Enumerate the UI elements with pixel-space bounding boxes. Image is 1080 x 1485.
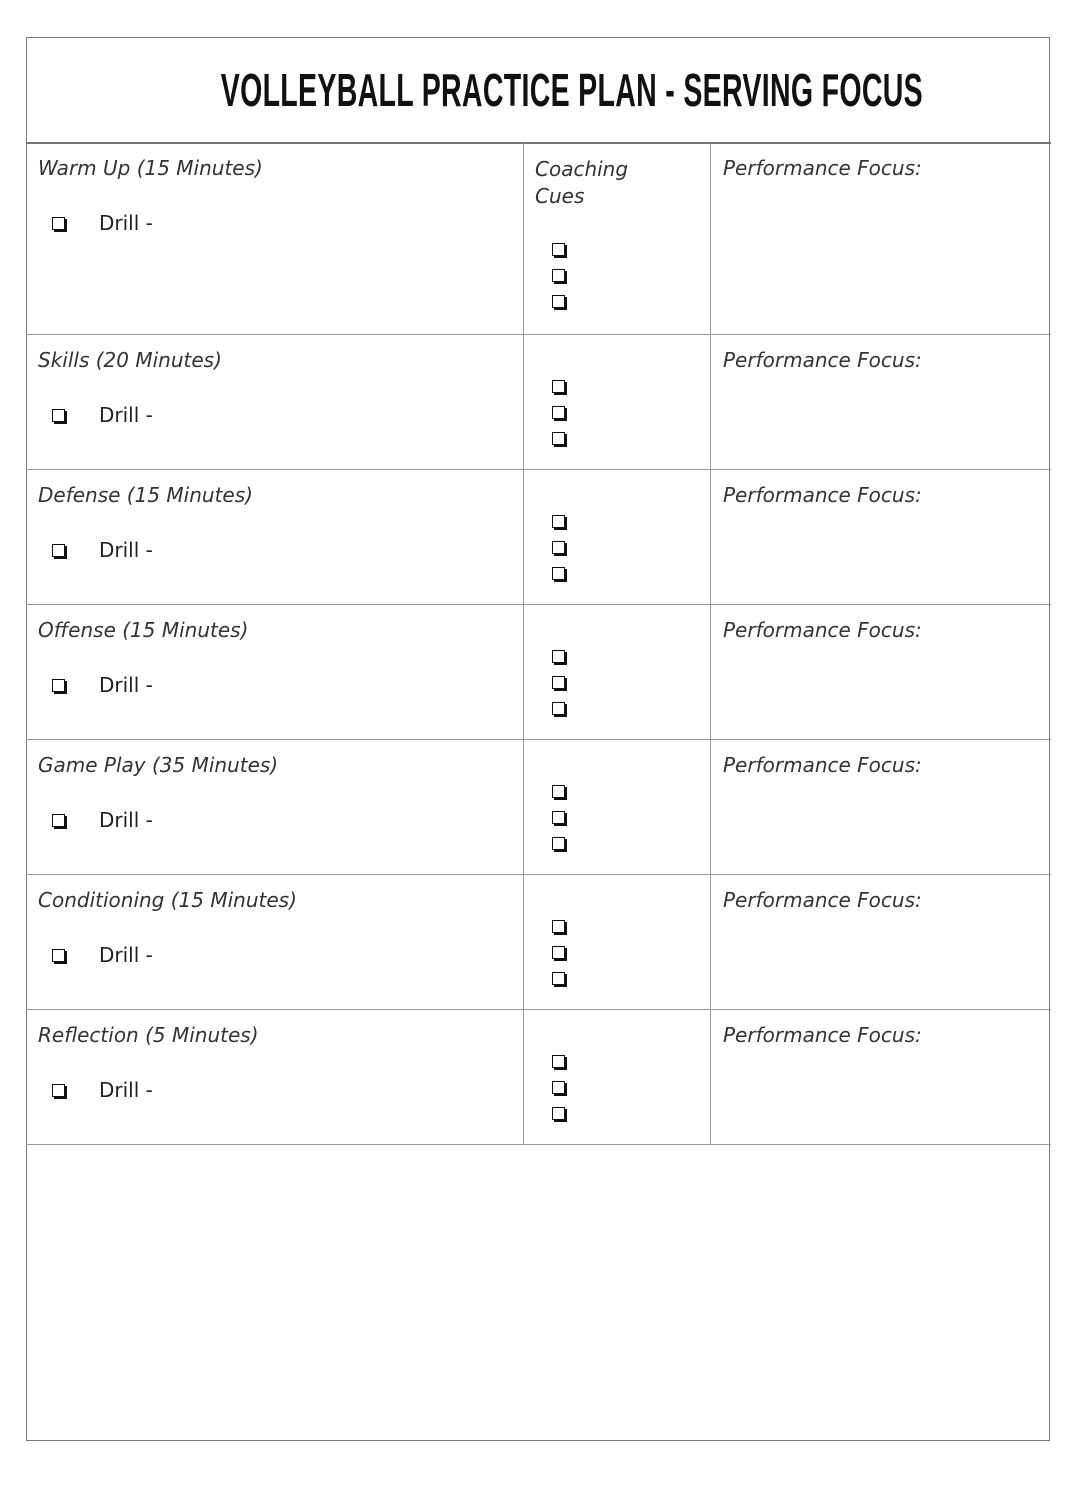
coaching-cue-checkbox[interactable] — [552, 243, 565, 256]
drill-checkbox[interactable] — [52, 217, 65, 230]
performance-focus-label: Performance Focus: — [723, 156, 922, 180]
coaching-cue-list — [552, 515, 565, 580]
drill-label: Drill - — [99, 673, 153, 697]
column-divider — [523, 1010, 524, 1144]
coaching-cue-checkbox[interactable] — [552, 702, 565, 715]
drill-item — [52, 943, 153, 967]
coaching-cues-label: Coaching Cues — [535, 157, 629, 208]
coaching-cue-checkbox[interactable] — [552, 515, 565, 528]
drill-label: Drill - — [99, 403, 153, 427]
coaching-cue-checkbox[interactable] — [552, 406, 565, 419]
column-divider — [523, 740, 524, 874]
coaching-cue-list — [552, 243, 565, 308]
coaching-cue-checkbox[interactable] — [552, 676, 565, 689]
coaching-cue-checkbox[interactable] — [552, 811, 565, 824]
drill-item — [52, 808, 153, 832]
column-divider — [710, 143, 711, 334]
coaching-cue-checkbox[interactable] — [552, 650, 565, 663]
column-divider — [523, 875, 524, 1009]
performance-focus-label: Performance Focus: — [723, 618, 922, 642]
section-row — [26, 470, 1051, 605]
column-divider — [710, 470, 711, 604]
coaching-cue-checkbox[interactable] — [552, 432, 565, 445]
section-label: Game Play (35 Minutes) — [38, 753, 279, 777]
coaching-cue-checkbox[interactable] — [552, 295, 565, 308]
section-label: Reflection (5 Minutes) — [38, 1023, 259, 1047]
column-divider — [523, 605, 524, 739]
coaching-cue-checkbox[interactable] — [552, 946, 565, 959]
coaching-cues-heading — [535, 156, 655, 210]
drill-item — [52, 211, 153, 235]
section-label: Conditioning (15 Minutes) — [38, 888, 297, 912]
performance-focus-label: Performance Focus: — [723, 753, 922, 777]
section-row — [26, 740, 1051, 875]
section-row — [26, 143, 1051, 335]
drill-checkbox[interactable] — [52, 949, 65, 962]
header — [26, 37, 1051, 144]
column-divider — [523, 143, 524, 334]
drill-label: Drill - — [99, 211, 153, 235]
section-row — [26, 1010, 1051, 1145]
section-label: Defense (15 Minutes) — [38, 483, 253, 507]
page-title: VOLLEYBALL PRACTICE PLAN - SERVING FOCUS — [220, 64, 923, 116]
drill-checkbox[interactable] — [52, 409, 65, 422]
column-divider — [710, 1010, 711, 1144]
column-divider — [710, 335, 711, 469]
coaching-cue-checkbox[interactable] — [552, 1081, 565, 1094]
coaching-cue-checkbox[interactable] — [552, 785, 565, 798]
drill-item — [52, 1078, 153, 1102]
performance-focus-label: Performance Focus: — [723, 1023, 922, 1047]
coaching-cue-checkbox[interactable] — [552, 269, 565, 282]
section-row — [26, 875, 1051, 1010]
drill-item — [52, 673, 153, 697]
coaching-cue-checkbox[interactable] — [552, 541, 565, 554]
column-divider — [710, 605, 711, 739]
drill-label: Drill - — [99, 808, 153, 832]
drill-label: Drill - — [99, 538, 153, 562]
section-label: Warm Up (15 Minutes) — [38, 156, 263, 180]
coaching-cue-list — [552, 380, 565, 445]
drill-item — [52, 538, 153, 562]
drill-checkbox[interactable] — [52, 544, 65, 557]
coaching-cue-checkbox[interactable] — [552, 837, 565, 850]
section-row — [26, 335, 1051, 470]
section-label: Offense (15 Minutes) — [38, 618, 249, 642]
column-divider — [523, 335, 524, 469]
performance-focus-label: Performance Focus: — [723, 348, 922, 372]
drill-label: Drill - — [99, 1078, 153, 1102]
drill-checkbox[interactable] — [52, 814, 65, 827]
section-row — [26, 605, 1051, 740]
performance-focus-label: Performance Focus: — [723, 483, 922, 507]
column-divider — [710, 740, 711, 874]
coaching-cue-checkbox[interactable] — [552, 567, 565, 580]
drill-label: Drill - — [99, 943, 153, 967]
coaching-cue-checkbox[interactable] — [552, 1107, 565, 1120]
coaching-cue-checkbox[interactable] — [552, 920, 565, 933]
coaching-cue-checkbox[interactable] — [552, 380, 565, 393]
coaching-cue-list — [552, 650, 565, 715]
section-label: Skills (20 Minutes) — [38, 348, 222, 372]
coaching-cue-list — [552, 1055, 565, 1120]
drill-item — [52, 403, 153, 427]
coaching-cue-list — [552, 785, 565, 850]
column-divider — [710, 875, 711, 1009]
drill-checkbox[interactable] — [52, 1084, 65, 1097]
coaching-cue-checkbox[interactable] — [552, 972, 565, 985]
column-divider — [523, 470, 524, 604]
performance-focus-label: Performance Focus: — [723, 888, 922, 912]
coaching-cue-checkbox[interactable] — [552, 1055, 565, 1068]
drill-checkbox[interactable] — [52, 679, 65, 692]
coaching-cue-list — [552, 920, 565, 985]
